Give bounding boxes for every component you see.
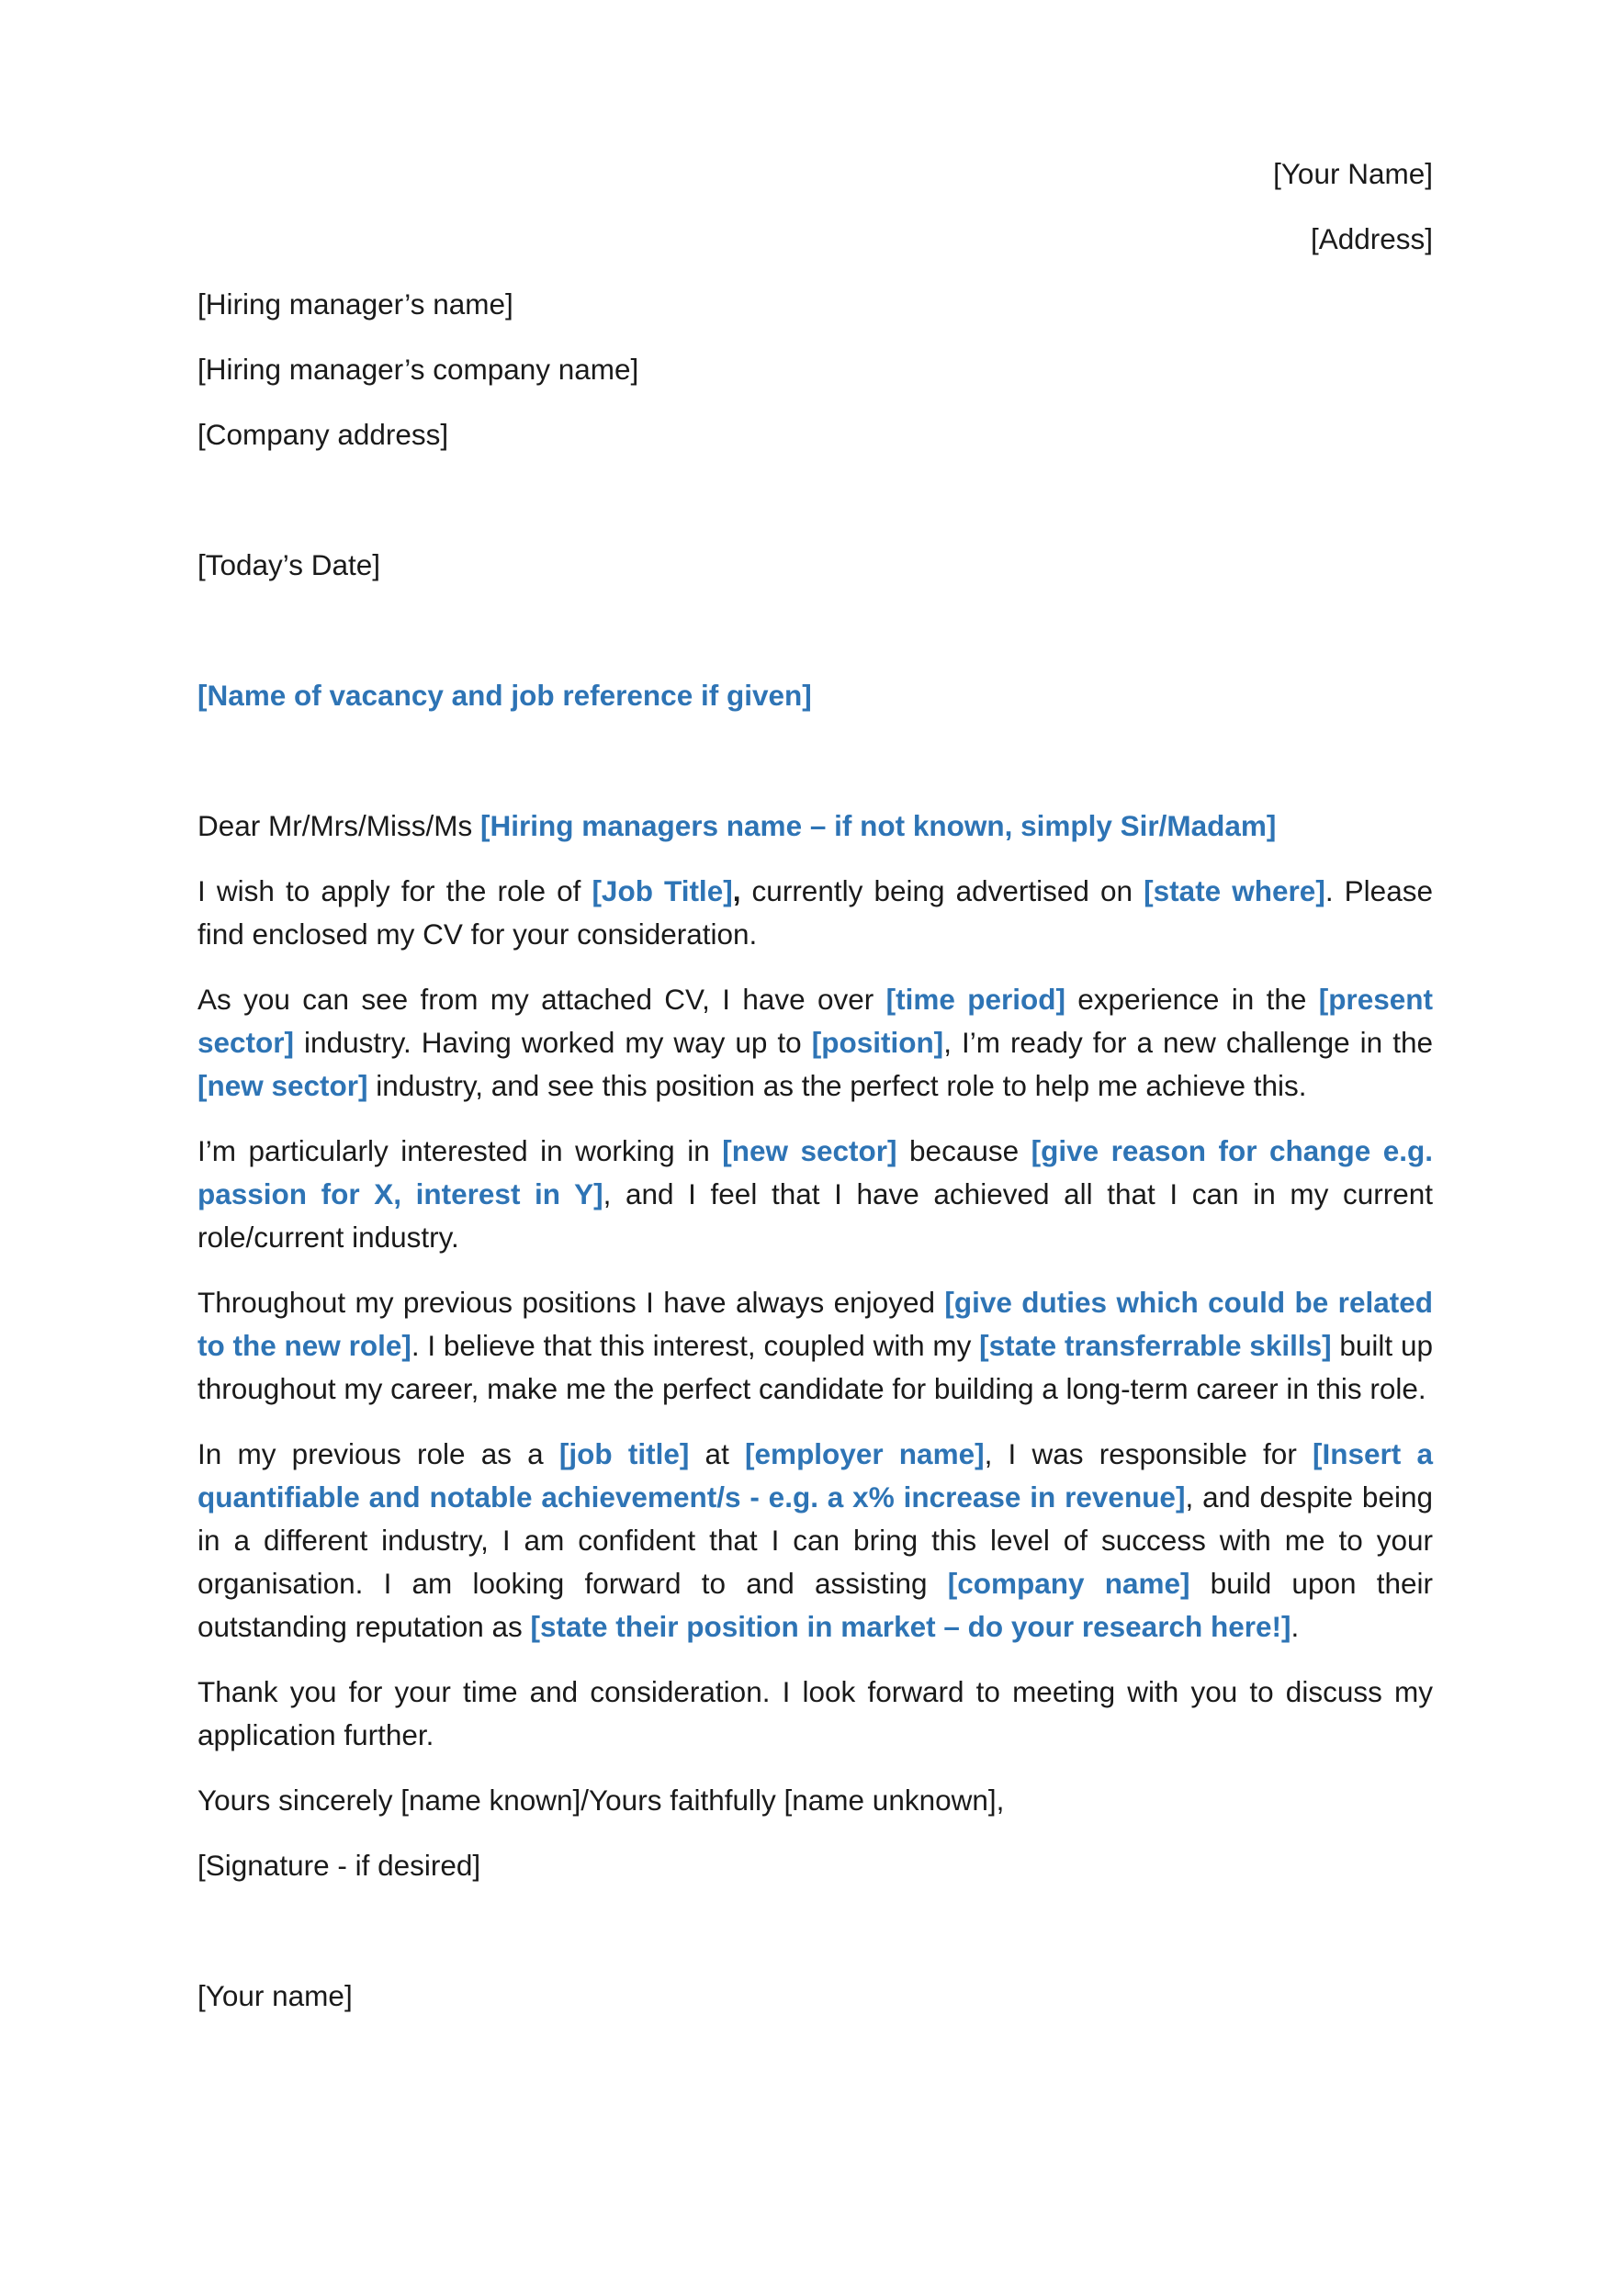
placeholder-present-sector: [present sector] [197, 983, 1433, 1059]
para5-text-4: , and despite being in a different industry, I am confident that I can bring this level of success with me to your organisation. I am looking forward to and assisting [197, 1480, 1433, 1600]
para5-text-2: at [689, 1437, 746, 1470]
para5-text-1: In my previous role as a [197, 1437, 559, 1470]
placeholder-time-period: [time period] [885, 983, 1065, 1016]
paragraph-3 [197, 1130, 1433, 1259]
placeholder-market-position: [state their position in market – do your research here!] [530, 1610, 1291, 1643]
sender-name: [Your Name] [1273, 157, 1433, 190]
signature-line: [Signature - if desired] [197, 1849, 481, 1882]
para2-text-4: , I’m ready for a new challenge in the [943, 1026, 1433, 1059]
para2-text-3: industry. Having worked my way up to [294, 1026, 812, 1059]
para5-text-3: , I was responsible for [984, 1437, 1313, 1470]
paragraph-2 [197, 978, 1433, 1108]
placeholder-new-sector-2: [new sector] [722, 1134, 897, 1167]
letter-date: [Today’s Date] [197, 548, 381, 581]
para1-comma: , [732, 874, 741, 907]
salutation [197, 805, 1433, 848]
recipient-company-address: [Company address] [197, 418, 449, 451]
para1-text-2: currently being advertised on [740, 874, 1144, 907]
placeholder-new-sector: [new sector] [197, 1069, 368, 1102]
para2-text-5: industry, and see this position as the perfect role to help me achieve this. [367, 1069, 1307, 1102]
salutation-name: [Hiring managers name – if not known, simply Sir/Madam] [479, 809, 1277, 842]
para5-text-6: . [1291, 1610, 1300, 1643]
para3-text-2: because [896, 1134, 1031, 1167]
para1-text-3: . Please find enclosed my CV for your consideration. [197, 874, 1433, 951]
paragraph-6: Thank you for your time and consideration. I look forward to meeting with you to discuss my application further. [197, 1675, 1433, 1751]
para5-text-5: build upon their outstanding reputation as [197, 1567, 1433, 1643]
salutation-prefix: Dear Mr/Mrs/Miss/Ms [197, 809, 480, 842]
para3-text-1: I’m particularly interested in working in [197, 1134, 723, 1167]
paragraph-5 [197, 1433, 1433, 1649]
para3-text-3: , and I feel that I have achieved all that I can in my current role/current industry. [197, 1177, 1433, 1254]
letter-body [197, 152, 1433, 2018]
recipient-manager-name: [Hiring manager’s name] [197, 287, 513, 321]
vacancy-heading: [Name of vacancy and job reference if given] [197, 679, 812, 712]
placeholder-achievement: [Insert a quantifiable and notable achievement/s - e.g. a x% increase in revenue] [197, 1437, 1434, 1514]
placeholder-state-where: [state where] [1144, 874, 1325, 907]
placeholder-employer-name: [employer name] [745, 1437, 985, 1470]
placeholder-job-title: [Job Title] [592, 874, 733, 907]
placeholder-previous-job-title: [job title] [558, 1437, 690, 1470]
para4-text-2: . I believe that this interest, coupled with my [411, 1329, 980, 1362]
para2-text-2: experience in the [1065, 983, 1319, 1016]
paragraph-1 [197, 870, 1433, 956]
placeholder-reason: [give reason for change e.g. passion for X, interest in Y] [197, 1134, 1434, 1210]
placeholder-position: [position] [811, 1026, 944, 1059]
para2-text-1: As you can see from my attached CV, I have over [197, 983, 886, 1016]
sender-address: [Address] [1310, 222, 1433, 255]
recipient-company-name: [Hiring manager’s company name] [197, 353, 639, 386]
placeholder-skills: [state transferrable skills] [979, 1329, 1332, 1362]
closing-line: Yours sincerely [name known]/Yours faithfully [name unknown], [197, 1784, 1005, 1817]
placeholder-company-name: [company name] [947, 1567, 1190, 1600]
para4-text-3: built up throughout my career, make me the perfect candidate for building a long-term career in this role. [197, 1329, 1433, 1405]
para4-text-1: Throughout my previous positions I have always enjoyed [197, 1286, 945, 1319]
para1-text-1: I wish to apply for the role of [197, 874, 592, 907]
placeholder-duties: [give duties which could be related to the new role] [197, 1286, 1433, 1362]
your-name-line: [Your name] [197, 1979, 353, 2012]
paragraph-4 [197, 1281, 1433, 1411]
